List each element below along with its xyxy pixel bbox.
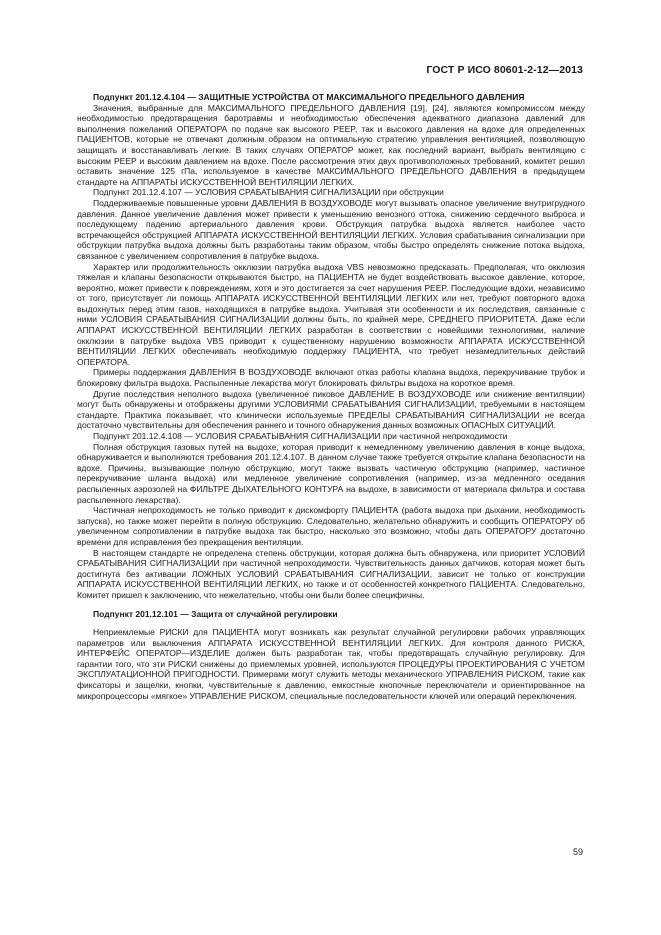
subclause-heading: Подпункт 201.12.4.107 — УСЛОВИЯ СРАБАТЫВАНИЯ СИГНАЛИЗАЦИИ при обструкции [93,187,444,198]
paragraph: Значения, выбранные для МАКСИМАЛЬНОГО ПРЕДЕЛЬНОГО ДАВЛЕНИЯ [19], [24], являются компромиссом между необходимостью предотвращения баротравмы и необходимостью обеспечения адекватного диапазона давлений для выполнения пожеланий ОПЕРАТОРА по подаче как высокого PEEP, так и высокого давления на вдохе для определенных ПАЦИЕНТОВ, которые не отвечают должным образом на оптимальную стратегию управления вентиляцией, позволяющую защищать и восстанавливать легкие. В таких случаях ОПЕРАТОР может, как последний вариант, выбрать вентиляцию с высоким PEEP и высоким давлением на вдохе. После рассмотрения этих двух противоположных требований, комитет решил оставить значение 125 гПа, используемое в качестве МАКСИМАЛЬНОГО ПРЕДЕЛЬНОГО ДАВЛЕНИЯ в предыдущем стандарте на АППАРАТЫ ИСКУССТВЕННОЙ ВЕНТИЛЯЦИИ ЛЕГКИХ. [77,102,585,187]
document-body [77,92,585,701]
subclause-heading: Подпункт 201.12.101 — Защита от случайной регулировки [93,608,338,619]
paragraph: Частичная непроходимость не только приводит к дискомфорту ПАЦИЕНТА (работа выдоха при дыхании, необходимость запуска), но также может перейти в полную обструкцию. Следовательно, желательно обнаружить и сообщить ОПЕРАТОРУ об увеличенном сопротивлении в патрубке выдоха так быстро, насколько это возможно, чтобы дать ОПЕРАТОРУ достаточно времени для исправления без прекращения вентиляции. [77,505,585,547]
page-number: 59 [572,847,583,857]
subclause-heading: Подпункт 201.12.4.104 — ЗАЩИТНЫЕ УСТРОЙСТВА ОТ МАКСИМАЛЬНОГО ПРЕДЕЛЬНОГО ДАВЛЕНИЯ [93,92,525,102]
standard-header: ГОСТ Р ИСО 80601-2-12—2013 [426,64,583,76]
paragraph: Характер или продолжительность окклюзии патрубка выдоха VBS невозможно предсказать. Предполагая, что окклюзия тяжелая и клапаны безопасности открываются быстро, на ПАЦИЕНТА не будет воздействовать высокое давление, которое, вероятно, может привести к повреждениям, хотя и это достигается за счет нарушения PEEP. Последующие вдохи, независимо от того, присутствует ли помощь АППАРАТА ИСКУССТВЕННОЙ ВЕНТИЛЯЦИИ ЛЕГКИХ или нет, требуют повторного вдоха выдохнутых перед этим газов, находящихся в патрубке выдоха. Учитывая эти особенности и их последствия, связанные с ними УСЛОВИЯ СРАБАТЫВАНИЯ СИГНАЛИЗАЦИИ должны быть, по крайней мере, СРЕДНЕГО ПРИОРИТЕТА. Даже если АППАРАТ ИСКУССТВЕННОЙ ВЕНТИЛЯЦИИ ЛЕГКИХ разработан в соответствии с новейшими технологиями, наличие окклюзии в патрубке выдоха VBS приводит к существенному нарушению возможности АППАРАТА ИСКУССТВЕННОЙ ВЕНТИЛЯЦИИ ЛЕГКИХ обеспечивать необходимую поддержку ПАЦИЕНТА, что требует незамедлительных действий ОПЕРАТОРА. [77,261,585,367]
paragraph: Неприемлемые РИСКИ для ПАЦИЕНТА могут возникать как результат случайной регулировки рабочих управляющих параметров или выключения АППАРАТА ИСКУССТВЕННОЙ ВЕНТИЛЯЦИИ ЛЕГКИХ. Для контроля данного РИСКА, ИНТЕРФЕЙС ОПЕРАТОР—ИЗДЕЛИЕ должен быть разработан так, чтобы предотвращать случайную регулировку. Для гарантии того, что эти РИСКИ снижены до приемлемых уровней, используются ПРОЦЕДУРЫ ПРОЕКТИРОВАНИЯ С УЧЕТОМ ЭКСПЛУАТАЦИОННОЙ ПРИГОДНОСТИ. Примерами могут служить методы механического УПРАВЛЕНИЯ РИСКОМ, такие как фиксаторы и защелки, кнопки, чувствительные к давлению, емкостные кнопочные переключатели и ориентированное на микропроцессоры «мягкое» УПРАВЛЕНИЕ РИСКОМ, специальные последовательности ключей или операций переключения. [77,627,585,701]
paragraph: Полная обструкция газовых путей на выдохе, которая приводит к немедленному увеличению давления в конце выдоха, обнаруживается и выполняются требования 201.12.4.107. В данном случае также требуется открытие клапана безопасности на вдохе. Причины, вызывающие полную обструкцию, могут также вызвать частичную обструкцию (например, частичное перекручивание шланга выдоха) или медленное увеличение сопротивления (например, из-за медленного оседания распыленных аэрозолей на ФИЛЬТРЕ ДЫХАТЕЛЬНОГО КОНТУРА на выдохе, в зависимости от материала фильтра и состава распыленного лекарства). [77,441,585,505]
paragraph: Примеры поддержания ДАВЛЕНИЯ В ВОЗДУХОВОДЕ включают отказ работы клапана выдоха, перекручивание трубок и блокировку фильтра выдоха. Распыленные лекарства могут блокировать фильтры выдоха на короткое время. [77,367,585,389]
subclause-heading: Подпункт 201.12.4.108 — УСЛОВИЯ СРАБАТЫВАНИЯ СИГНАЛИЗАЦИИ при частичной непроходимости [93,431,508,441]
paragraph: В настоящем стандарте не определена степень обструкции, которая должна быть обнаружена, или приоритет УСЛОВИЙ СРАБАТЫВАНИЯ СИГНАЛИЗАЦИИ при частичной непроходимости. Чувствительность данных датчиков, которая может быть достигнута без активации ЛОЖНЫХ УСЛОВИЙ СРАБАТЫВАНИЯ СИГНАЛИЗАЦИИ, зависит не только от конструкции АППАРАТА ИСКУССТВЕННОЙ ВЕНТИЛЯЦИИ ЛЕГКИХ, но также и от особенностей конкретного ПАЦИЕНТА. Следовательно, Комитет пришел к заключению, что нежелательно, чтобы они были более специфичны. [77,547,585,600]
paragraph: Поддерживаемые повышенные уровни ДАВЛЕНИЯ В ВОЗДУХОВОДЕ могут вызывать опасное увеличение внутригрудного давления. Данное увеличение давления может привести к уменьшению венозного оттока, снижению сердечного выброса и последующему падению артериального давления крови. Обструкция патрубка выдоха является наиболее часто встречающейся обструкцией АППАРАТА ИСКУССТВЕННОЙ ВЕНТИЛЯЦИИ ЛЕГКИХ. Условия срабатывания сигнализации при обструкции патрубка выдоха должны быть разработаны таким образом, чтобы быстро определять снижение потока выдоха, связанное с увеличением сопротивления в патрубке выдоха. [77,197,585,261]
paragraph: Другие последствия неполного выдоха (увеличенное пиковое ДАВЛЕНИЕ В ВОЗДУХОВОДЕ или снижение вентиляции) могут быть обнаружены и отображены другими УСЛОВИЯМИ СРАБАТЫВАНИЯ СИГНАЛИЗАЦИИ, требуемыми в настоящем стандарте. Практика показывает, что клинически используемые ПРЕДЕЛЫ СРАБАТЫВАНИЯ СИГНАЛИЗАЦИИ не всегда достаточно чувствительны для обеспечения раннего и точного обнаружения данных возможных ОПАСНЫХ СИТУАЦИЙ. [77,388,585,431]
